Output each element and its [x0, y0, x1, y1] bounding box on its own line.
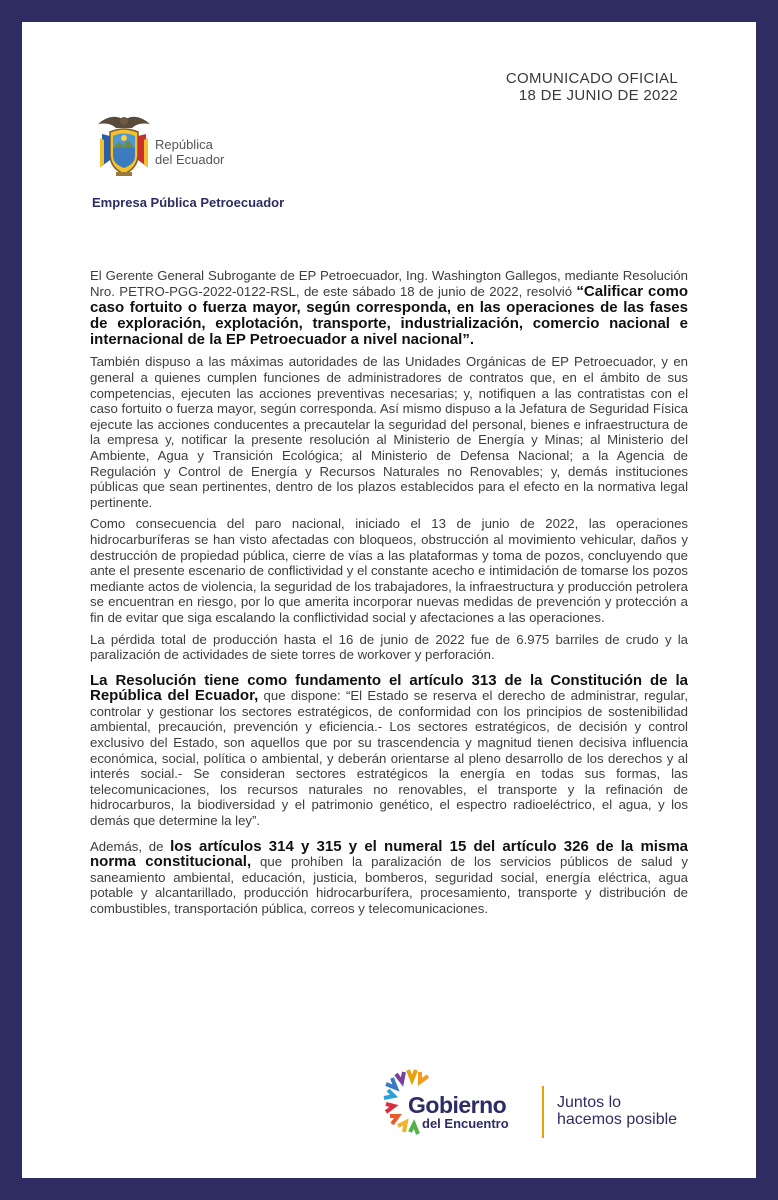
paragraph-1-intro: El Gerente General Subrogante de EP Petroecuador, Ing. Washington Gallegos, mediante Resolución Nro. PETRO-PGG-2022-0122-RSL, de este sábado 18 de junio de 2022, resolvió [90, 268, 688, 299]
republica-line-1: República [155, 137, 213, 152]
paragraph-1 [90, 268, 688, 348]
paragraph-5 [90, 673, 688, 829]
document-body [90, 268, 688, 923]
gobierno-logo [382, 1064, 702, 1144]
juntos-slogan [557, 1094, 677, 1128]
juntos-line-1: Juntos lo [557, 1094, 622, 1111]
paragraph-3: Como consecuencia del paro nacional, iniciado el 13 de junio de 2022, las operaciones hidrocarburíferas se han visto afectadas con bloqueos, obstrucción al movimiento vehicular, daños y destrucción de propiedad pública, cierre de vías a las plataformas y toma de pozos, concluyendo que ante el presente escenario de conflictividad y el constante acecho e intimidación de tomarse los pozos mediante actos de violencia, la seguridad de los trabajadores, la infraestructura y producción petrolera se encuentran en riesgo, por lo que amerita incorporar nuevas medidas de prevención y protección a fin de evitar que siga escalando la conflictividad social y afectaciones a las operaciones. [90, 516, 688, 625]
republica-line-2: del Ecuador [155, 152, 225, 167]
republica-del-ecuador [155, 137, 224, 167]
comunicado-title: COMUNICADO OFICIAL [505, 70, 678, 87]
paragraph-6-text: que prohíben la paralización de los servicios públicos de salud y saneamiento ambiental, educación, justicia, bomberos, seguridad social, energía eléctrica, agua potable y alcantarillado, producción hidrocarburífera, procesamiento, transporte y distribución de combustibles, transportación pública, correos y telecomunicaciones. [90, 854, 689, 916]
paragraph-1-resolution: “Calificar como caso fortuito o fuerza mayor, según corresponda, en las operaciones de las fases de exploración, explotación, transporte, industrialización, comercio nacional e internacional de la EP Petroecuador a nivel nacional”. [90, 282, 688, 349]
empresa-name: Empresa Pública Petroecuador [92, 195, 285, 210]
paragraph-2: También dispuso a las máximas autoridades de las Unidades Orgánicas de EP Petroecuador, y en general a quienes cumplen funciones de administradores de contratos que, en el ámbito de sus competencias, ejecuten las acciones preventivas necesarias; y, notifiquen a las contratistas con el caso fortuito o fuerza mayor, según corresponda. Así mismo dispuso a la Jefatura de Seguridad Física ejecute las acciones conducentes a precautelar la seguridad del personal, bienes e infraestructura de la empresa y, notificar la presente resolución al Ministerio de Energía y Minas; al Ministerio del Ambiente, Agua y Transición Ecológica; al Ministerio de Defensa Nacional; a la Agencia de Regulación y Control de Energía y Recursos Naturales no Renovables; y, demás instituciones públicas que sean pertinentes, dentro de los plazos establecidos para el efecto en la normativa legal pertinente. [90, 354, 688, 510]
paragraph-6 [90, 839, 688, 917]
document-page [22, 22, 756, 1178]
comunicado-date: 18 DE JUNIO DE 2022 [518, 87, 678, 104]
paragraph-6-intro: Además, de [90, 838, 171, 854]
coat-of-arms-icon [92, 110, 156, 182]
del-encuentro-wordmark: del Encuentro [422, 1116, 509, 1131]
comunicado-header [506, 70, 678, 104]
paragraph-6-articulos: los artículos 314 y 315 y el numeral 15 del artículo 326 de la misma norma constitucional, [90, 837, 688, 871]
paragraph-5-text: que dispone: “El Estado se reserva el derecho de administrar, regular, controlar y gestionar los sectores estratégicos, de conformidad con los principios de sostenibilidad ambiental, precaución, prevención y eficiencia.- Los sectores estratégicos, de decisión y control exclusivo del Estado, son aquellos que por su trascendencia y magnitud tienen decisiva influencia económica, social, política o ambiental, y deberán orientarse al pleno desarrollo de los derechos y al interés social.- Se consideran sectores estratégicos la energía en todas sus formas, las telecomunicaciones, los recursos naturales no renovables, el transporte y la refinación de hidrocarburos, la biodiversidad y el patrimonio genético, el espectro radioeléctrico, el agua, y los demás que determine la ley”. [90, 688, 688, 829]
footer-divider [542, 1086, 544, 1138]
paragraph-4: La pérdida total de producción hasta el 16 de junio de 2022 fue de 6.975 barriles de crudo y la paralización de actividades de siete torres de workover y perforación. [90, 631, 688, 663]
paragraph-5-fundamento: La Resolución tiene como fundamento el artículo 313 de la Constitución de la República del Ecuador, [90, 671, 688, 705]
juntos-line-2: hacemos posible [557, 1111, 678, 1128]
gobierno-wordmark: Gobierno [408, 1092, 507, 1118]
